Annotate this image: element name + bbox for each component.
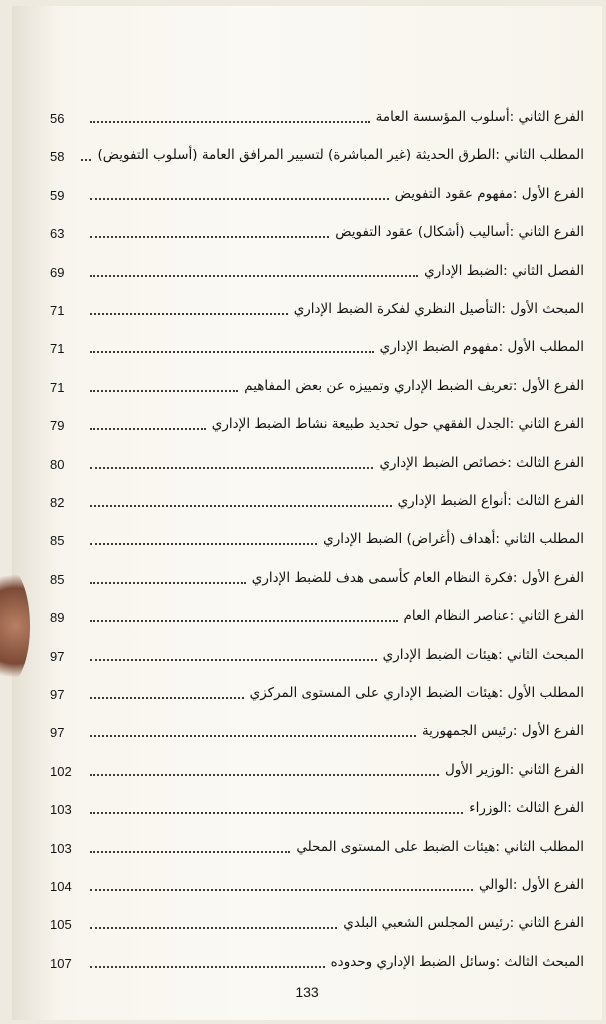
toc-entry-title: الفرع الأول :مفهوم عقود التفويض	[394, 185, 584, 202]
toc-entry-title: الفرع الثاني :الوزير الأول	[444, 761, 584, 778]
toc-entry-title: المطلب الأول :مفهوم الضبط الإداري	[379, 339, 584, 356]
dot-leader	[90, 198, 389, 200]
toc-entry-title: الفرع الثاني :عناصر النظام العام	[403, 608, 584, 625]
toc-entry-title: الفرع الأول :الوالي	[478, 877, 584, 893]
toc-entry-page: 89	[50, 610, 65, 626]
dot-leader	[81, 159, 91, 161]
toc-entry-page: 85	[50, 533, 65, 549]
toc-entry-page: 71	[50, 341, 65, 357]
toc-entry-title: المبحث الثالث :وسائل الضبط الإداري وحدوده	[330, 953, 584, 970]
toc-entry-page: 104	[50, 879, 72, 894]
toc-entry-title: المطلب الثاني :هيئات الضبط على المستوى المحلي	[296, 838, 584, 855]
toc-entry	[50, 943, 584, 973]
toc-entry-title: الفرع الثاني :أسلوب المؤسسة العامة	[375, 109, 584, 125]
toc-entry	[50, 904, 584, 934]
toc-entry	[50, 213, 584, 243]
toc-entry-title: المطلب الثاني :الطرق الحديثة (غير المباشرة) لتسيير المرافق العامة (أسلوب التفويض)	[97, 147, 584, 164]
toc-entry-page: 63	[50, 226, 65, 242]
toc-entry-page: 102	[50, 763, 72, 779]
toc-entry-page: 80	[50, 456, 65, 472]
dot-leader	[90, 543, 317, 545]
toc-entry-page: 71	[50, 303, 65, 318]
dot-leader	[90, 390, 238, 392]
toc-entry-page: 71	[50, 379, 65, 395]
dot-leader	[90, 735, 416, 737]
toc-entry-title: المبحث الأول :التأصيل النظري لفكرة الضبط الإداري	[293, 301, 584, 317]
dot-leader	[90, 620, 398, 622]
toc-entry-title: الفرع الثالث :الوزراء	[469, 800, 584, 817]
toc-entry	[50, 290, 584, 320]
dot-leader	[90, 467, 373, 469]
toc-entry-title: الفرع الثاني :أساليب (أشكال) عقود التفويض	[335, 224, 584, 241]
toc-entry-title: الفرع الثالث :أنواع الضبط الإداري	[397, 493, 584, 509]
toc-entry	[50, 597, 584, 627]
toc-entry-page: 105	[50, 917, 72, 933]
toc-entry-page: 103	[50, 840, 72, 856]
dot-leader	[90, 275, 418, 277]
toc-entry-title: الفرع الثاني :رئيس المجلس الشعبي البلدي	[343, 915, 584, 932]
toc-entry	[50, 712, 584, 742]
toc-entry-page: 79	[50, 418, 65, 434]
toc-entry-page: 97	[50, 687, 65, 702]
dot-leader	[90, 505, 392, 507]
toc-entry	[50, 482, 584, 512]
toc-entry-page: 58	[50, 149, 65, 165]
dot-leader	[90, 121, 370, 123]
toc-entry	[50, 98, 584, 128]
toc-entry-page: 107	[50, 955, 72, 971]
toc-entry	[50, 252, 584, 282]
toc-entry	[50, 175, 584, 205]
toc-entry	[50, 751, 584, 781]
toc-entry	[50, 636, 584, 666]
page-number: 133	[295, 984, 319, 1000]
dot-leader	[90, 313, 288, 315]
toc-entry-title: المطلب الأول :هيئات الضبط الإداري على المستوى المركزي	[249, 685, 584, 701]
dot-leader	[90, 351, 374, 353]
toc-entry-page: 97	[50, 725, 65, 741]
dot-leader	[90, 927, 337, 929]
toc-entry-title: الفرع الأول :رئيس الجمهورية	[421, 723, 584, 740]
toc-entry-title: المطلب الثاني :أهداف (أغراض) الضبط الإداري	[323, 531, 584, 548]
toc-entry-title: الفرع الأول :فكرة النظام العام كأسمى هدف للضبط الإداري	[251, 569, 584, 586]
toc-entry	[50, 520, 584, 550]
toc-entry	[50, 559, 584, 589]
toc-entry-page: 85	[50, 571, 65, 587]
dot-leader	[90, 697, 244, 699]
toc-entry-page: 97	[50, 648, 65, 664]
dot-leader	[90, 659, 377, 661]
toc-entry-page: 82	[50, 495, 65, 510]
dot-leader	[90, 966, 325, 968]
toc-entry	[50, 444, 584, 474]
dot-leader	[90, 582, 246, 584]
toc-entry	[50, 866, 584, 896]
dot-leader	[90, 774, 439, 776]
toc-entry	[50, 328, 584, 358]
toc-entry-page: 103	[50, 802, 72, 818]
toc-entry	[50, 789, 584, 819]
toc-entry	[50, 367, 584, 397]
dot-leader	[90, 428, 206, 430]
toc-entry-page: 59	[50, 187, 65, 203]
dot-leader	[90, 889, 473, 891]
thumb-shadow	[0, 566, 30, 686]
dot-leader	[90, 851, 290, 853]
toc-entry-page: 56	[50, 111, 65, 126]
book-page	[12, 6, 602, 1020]
toc-entry-title: المبحث الثاني :هيئات الضبط الإداري	[382, 646, 584, 663]
toc-entry-title: الفصل الثاني :الضبط الإداري	[424, 262, 584, 279]
dot-leader	[90, 236, 329, 238]
toc-entry-title: الفرع الثالث :خصائص الضبط الإداري	[379, 454, 584, 471]
dot-leader	[90, 812, 463, 814]
toc-entry-title: الفرع الثاني :الجدل الفقهي حول تحديد طبيعة نشاط الضبط الإداري	[211, 416, 584, 433]
toc-entry	[50, 405, 584, 435]
toc-entry	[50, 828, 584, 858]
toc-entry-title: الفرع الأول :تعريف الضبط الإداري وتمييزه عن بعض المفاهيم	[244, 377, 584, 394]
toc-entry-page: 69	[50, 264, 65, 280]
toc-entry	[50, 674, 584, 704]
toc-entry	[50, 136, 584, 166]
